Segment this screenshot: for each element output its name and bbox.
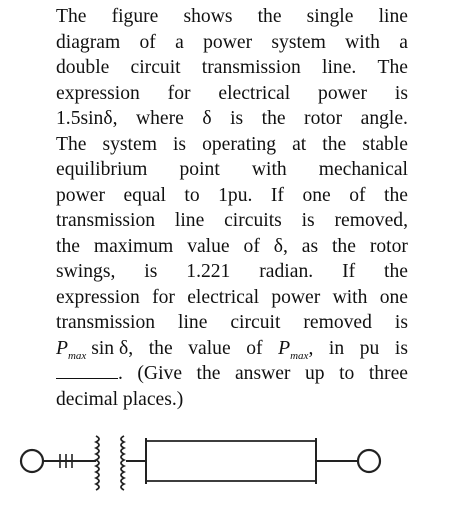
pmax-subscript: max <box>67 349 87 362</box>
word: to <box>184 184 200 206</box>
transformer-primary <box>96 436 99 490</box>
word: double <box>56 57 110 78</box>
question-line <box>56 4 408 30</box>
word: The <box>377 57 408 78</box>
word: 1.5sinδ, <box>56 108 118 129</box>
word: 1.221 <box>186 261 231 282</box>
word: one <box>379 286 408 308</box>
transformer-secondary <box>121 436 124 490</box>
single-line-diagram <box>0 424 474 509</box>
answer-line <box>56 361 408 387</box>
word: the <box>331 235 356 257</box>
word: transmission <box>56 210 156 231</box>
word: line <box>178 312 208 333</box>
word: the <box>196 363 221 384</box>
word: mechanical <box>318 159 408 180</box>
word: of <box>246 337 263 359</box>
word: the <box>322 133 347 155</box>
word: If <box>342 261 356 282</box>
word: circuit <box>230 312 281 333</box>
question-line <box>56 310 408 336</box>
answer-blank[interactable] <box>56 362 118 379</box>
word: equal <box>123 184 166 206</box>
word: transmission <box>201 57 301 78</box>
question-text <box>56 4 408 412</box>
word: maximum <box>93 235 174 257</box>
word: the <box>148 337 173 359</box>
word: δ, <box>118 337 134 359</box>
word: electrical <box>187 286 260 308</box>
question-line <box>56 208 408 234</box>
word: point <box>179 159 220 180</box>
word: diagram <box>56 31 121 53</box>
word: pu <box>359 337 380 359</box>
infinite-bus-node <box>358 450 380 472</box>
question-line <box>56 234 408 260</box>
word: removed <box>303 312 372 333</box>
word: radian. <box>259 261 314 282</box>
word: answer <box>234 363 291 384</box>
word: power <box>318 82 368 104</box>
word: angle. <box>360 108 408 129</box>
word: The <box>56 6 87 27</box>
question-line <box>56 30 408 56</box>
word: for <box>152 286 175 308</box>
word: 1pu. <box>218 184 253 206</box>
word: electrical <box>218 82 291 104</box>
word: equilibrium <box>56 159 148 180</box>
word: removed, <box>334 210 408 231</box>
pmax-line <box>56 336 408 362</box>
question-line <box>56 106 408 132</box>
question-line <box>56 285 408 311</box>
word: . <box>118 363 123 384</box>
word: at <box>292 133 307 155</box>
word: , <box>308 337 314 359</box>
word: with <box>332 286 368 308</box>
word: system <box>102 133 157 155</box>
word: P <box>278 337 291 359</box>
word: δ, <box>273 235 288 257</box>
pmax-subscript: max <box>290 349 309 362</box>
word: power <box>271 286 321 308</box>
word: in <box>328 337 345 359</box>
question-line <box>56 259 408 285</box>
question-line <box>56 55 408 81</box>
word: circuit <box>130 57 181 78</box>
question-line <box>56 387 408 413</box>
pmax-symbol <box>278 336 313 362</box>
word: δ <box>202 108 212 129</box>
word: line. <box>322 57 357 78</box>
word: figure <box>111 6 159 27</box>
question-line <box>56 157 408 183</box>
word: expression <box>56 286 140 308</box>
word: operating <box>202 133 277 155</box>
word: is <box>144 261 158 282</box>
word: circuits <box>224 210 282 231</box>
word: the <box>257 6 282 27</box>
word: is <box>301 210 315 231</box>
word: a <box>175 31 184 53</box>
word: a <box>399 31 408 53</box>
word: The <box>56 133 87 155</box>
word: three <box>368 363 408 384</box>
word: is <box>394 312 408 333</box>
question-line <box>56 81 408 107</box>
word: If <box>270 184 284 206</box>
word: decimal places.) <box>56 388 184 410</box>
word: power <box>203 31 253 53</box>
word: rotor <box>304 108 343 129</box>
word: swings, <box>56 261 116 282</box>
pmax-sin-expression <box>56 336 133 362</box>
word: the <box>384 261 408 282</box>
word: the <box>56 235 80 257</box>
word: rotor <box>369 235 408 257</box>
answer-blank-group <box>56 361 123 387</box>
word: P <box>56 337 68 359</box>
word: line <box>174 210 205 231</box>
word: sin <box>91 337 115 359</box>
word: as <box>301 235 319 257</box>
word: of <box>243 235 260 257</box>
word: with <box>251 159 287 180</box>
word: up <box>304 363 325 384</box>
word: is <box>172 133 187 155</box>
word: of <box>139 31 156 53</box>
word: for <box>167 82 191 104</box>
word: with <box>345 31 380 53</box>
word: transmission <box>56 312 156 333</box>
word: expression <box>56 82 140 104</box>
word: is <box>394 337 408 359</box>
word: value <box>188 337 231 359</box>
word: (Give <box>137 363 183 384</box>
question-line <box>56 183 408 209</box>
word: value <box>187 235 230 257</box>
word: shows <box>183 6 233 27</box>
word: one <box>302 184 331 206</box>
word: of <box>349 184 366 206</box>
word: to <box>339 363 355 384</box>
word: the <box>384 184 408 206</box>
word: line <box>378 6 408 27</box>
word: stable <box>362 133 408 155</box>
word: system <box>271 31 326 53</box>
word: is <box>394 82 408 104</box>
question-line <box>56 132 408 158</box>
word: is <box>230 108 244 129</box>
word: single <box>306 6 354 27</box>
word: the <box>261 108 286 129</box>
word: where <box>135 108 184 129</box>
word: power <box>56 184 105 206</box>
left-bus-node <box>21 450 43 472</box>
